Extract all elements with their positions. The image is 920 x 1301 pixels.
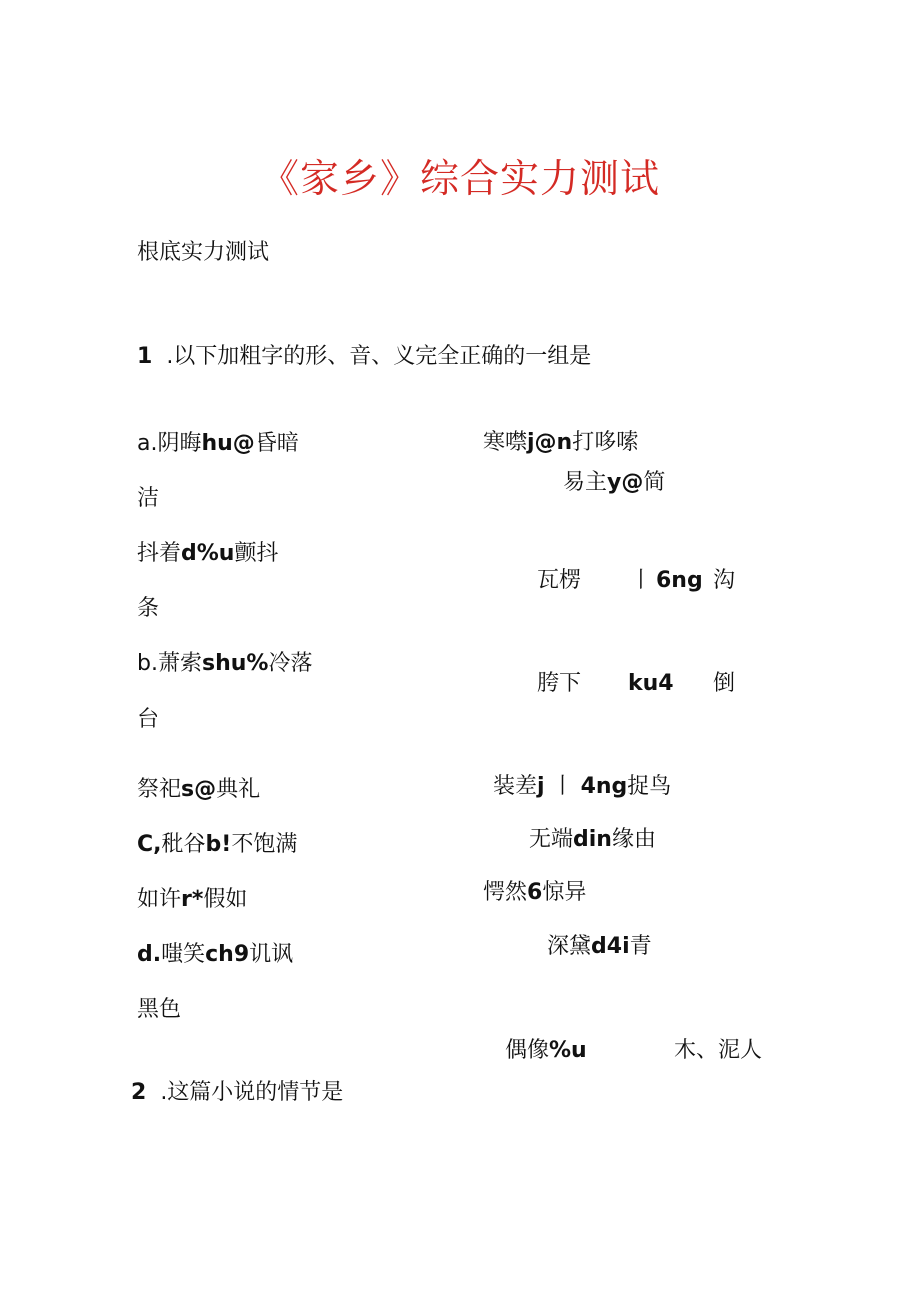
pinyin: ku4: [628, 671, 674, 696]
text-run: 惊异: [542, 880, 587, 905]
pinyin: %u: [549, 1038, 587, 1063]
pinyin: d4i: [591, 934, 630, 959]
pinyin: r*: [181, 887, 204, 912]
option-line: [529, 825, 656, 855]
option-line: [483, 428, 638, 458]
option-line: 台: [137, 707, 160, 732]
question-2-text: .这篇小说的情节是: [160, 1080, 344, 1105]
option-line: [483, 878, 586, 908]
question-1-text: .以下加粗字的形、音、义完全正确的一组是: [166, 344, 592, 369]
option-line: [137, 539, 278, 569]
question-1: [137, 342, 591, 372]
option-line: 黑色: [137, 997, 182, 1022]
text-run: 颤抖: [234, 541, 279, 566]
text-run: 无端: [529, 827, 574, 852]
text-run: 简: [643, 470, 666, 495]
vertical-bar: 丨: [551, 774, 574, 799]
pinyin: j@n: [527, 430, 573, 455]
option-line: [137, 429, 299, 459]
text-run: a.阴晦: [137, 431, 202, 456]
text-run: 祭祀: [137, 777, 182, 802]
pinyin: y@: [607, 470, 644, 495]
option-letter: C,: [137, 832, 162, 857]
option-line: [137, 830, 297, 860]
option-line: [493, 772, 671, 802]
option-line: 条: [137, 596, 160, 621]
option-line: [137, 885, 247, 915]
text-run: 深黛: [547, 934, 592, 959]
option-line: 洁: [137, 486, 160, 511]
option-line: [547, 932, 652, 962]
text-run: 讥讽: [249, 942, 294, 967]
option-line: [137, 775, 260, 805]
option-line: [505, 1036, 587, 1066]
text-run: 愕然: [483, 880, 528, 905]
text-run: 瓦楞: [537, 568, 582, 593]
option-letter: d.: [137, 942, 162, 967]
text-run: 倒: [713, 671, 736, 696]
option-line: [563, 468, 665, 498]
pinyin: 4ng: [580, 774, 628, 799]
text-run: 装差: [493, 774, 538, 799]
vertical-bar: 丨: [630, 568, 653, 593]
question-2-number: 2: [131, 1080, 147, 1105]
question-2: [131, 1078, 343, 1108]
pinyin: din: [573, 827, 612, 852]
text-run: b.萧索: [137, 651, 202, 676]
pinyin: d%u: [181, 541, 235, 566]
text-run: 打哆嗦: [572, 430, 639, 455]
pinyin: 6: [527, 880, 543, 905]
text-run: 沟: [713, 568, 736, 593]
text-run: 秕谷: [161, 832, 206, 857]
text-run: 偶像: [505, 1038, 550, 1063]
pinyin: shu%: [201, 651, 269, 676]
text-run: 嗤笑: [161, 942, 206, 967]
text-run: 缘由: [611, 827, 656, 852]
option-line: [137, 649, 312, 679]
text-run: 易主: [563, 470, 608, 495]
text-run: 如许: [137, 887, 182, 912]
text-run: 抖着: [137, 541, 182, 566]
pinyin: s@: [181, 777, 217, 802]
text-run: 寒噤: [483, 430, 528, 455]
pinyin: b!: [205, 832, 232, 857]
question-1-number: 1: [137, 344, 153, 369]
pinyin: ch9: [205, 942, 250, 967]
text-run: 不饱满: [231, 832, 298, 857]
text-run: 昏暗: [254, 431, 299, 456]
text-run: 捉鸟: [627, 774, 672, 799]
option-line: [137, 940, 293, 970]
section-heading: 根底实力测试: [137, 240, 270, 265]
text-run: 木、泥人: [674, 1038, 763, 1063]
text-run: 胯下: [537, 671, 582, 696]
pinyin: j: [537, 774, 545, 799]
text-run: 典礼: [216, 777, 261, 802]
pinyin: hu@: [201, 431, 255, 456]
text-run: 假如: [203, 887, 248, 912]
pinyin: 6ng: [656, 568, 703, 593]
text-run: 青: [629, 934, 652, 959]
page-title: 《家乡》综合实力测试: [259, 157, 660, 202]
text-run: 冷落: [268, 651, 313, 676]
